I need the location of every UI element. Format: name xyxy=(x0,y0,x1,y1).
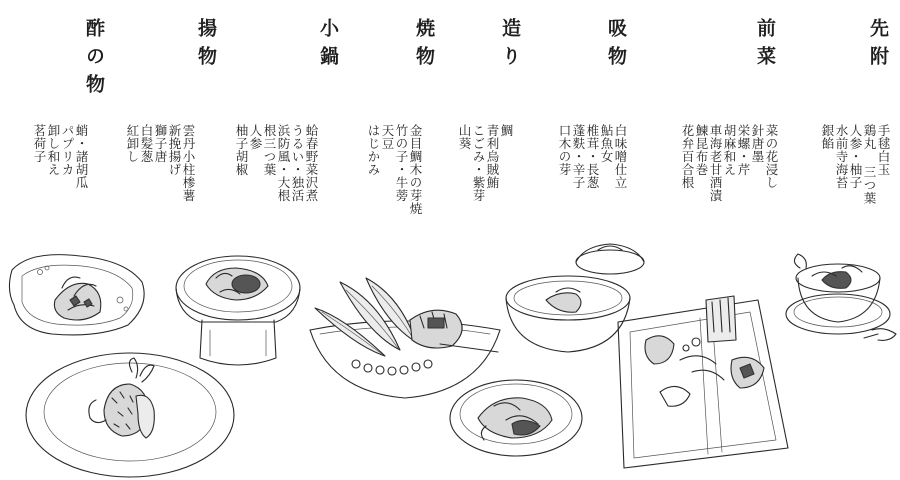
agemono-round-plate-illustration xyxy=(26,353,234,477)
menu-item: 卸し和え xyxy=(46,124,61,176)
menu-item: 竹の子・牛蒡 xyxy=(394,124,409,202)
zensai-square-plate-illustration xyxy=(618,296,788,468)
menu-item: こごみ・紫芽 xyxy=(471,124,486,202)
menu-item: うるい・独活 xyxy=(290,124,305,202)
menu-item: 針唐墨 xyxy=(750,124,765,163)
menu-item: 鰊昆布巻 xyxy=(694,124,709,176)
tsukuri-bowl-illustration xyxy=(450,380,582,456)
menu-item: 菜の花浸し xyxy=(764,124,779,189)
menu-item: 獅子唐 xyxy=(153,124,168,163)
menu-item: 口木の芽 xyxy=(557,124,572,176)
menu-item: 人参 xyxy=(248,124,263,150)
menu-item: 手毬白玉 xyxy=(876,124,891,176)
menu-item: 胡麻和え xyxy=(722,124,737,176)
menu-item: 蛤春野菜沢煮 xyxy=(304,124,319,202)
course-title-zensai: 前菜 xyxy=(754,18,776,74)
menu-item: 人参・柚子 xyxy=(848,124,863,189)
sunomono-leaf-plate-illustration xyxy=(9,255,144,335)
menu-item: 天豆 xyxy=(380,124,395,150)
menu-item: 新挽揚げ xyxy=(167,124,182,176)
course-title-yakimono: 焼物 xyxy=(413,18,435,74)
menu-item: 蓬麩・辛子 xyxy=(571,124,586,189)
menu-item: 金目鯛木の芽焼 xyxy=(408,124,423,215)
course-title-sakizuke: 先附 xyxy=(867,18,889,74)
menu-item: 根三つ葉 xyxy=(262,124,277,176)
menu-item: パプリカ xyxy=(60,124,75,176)
menu-item: 鯛 xyxy=(499,124,514,137)
menu-item: 鮎魚女 xyxy=(599,124,614,163)
menu-item: 車海老甘酒漬 xyxy=(708,124,723,202)
yakimono-bowl-illustration xyxy=(310,278,500,398)
menu-item: 銀餡 xyxy=(820,124,835,150)
menu-item: 柚子胡椒 xyxy=(234,124,249,176)
menu-item: 花弁百合根 xyxy=(680,124,695,189)
menu-item: 紅卸し xyxy=(125,124,140,163)
menu-item: 鶏丸 三つ葉 xyxy=(862,124,877,205)
course-title-sunomono: 酢の物 xyxy=(83,18,105,102)
menu-item: 青利烏賊鮪 xyxy=(485,124,500,189)
menu-item: 浜防風・大根 xyxy=(276,124,291,202)
menu-item: 雲丹小柱椮薯 xyxy=(181,124,196,202)
menu-item: 白髪葱 xyxy=(139,124,154,163)
menu-item: 白味噌仕立 xyxy=(613,124,628,189)
menu-item: 蛸・諸胡瓜 xyxy=(74,124,89,189)
menu-item: 茗荷子 xyxy=(32,124,47,163)
course-title-tsukuri: 造り xyxy=(499,18,521,74)
menu-item: 水前寺海苔 xyxy=(834,124,849,189)
course-title-agemono: 揚物 xyxy=(195,18,217,74)
menu-item: 椎茸・長葱 xyxy=(585,124,600,189)
menu-item: 山葵 xyxy=(457,124,472,150)
menu-item: 栄螺・芹 xyxy=(736,124,751,176)
sakizuke-cup-illustration xyxy=(786,254,896,340)
course-title-suimono: 吸物 xyxy=(605,18,627,74)
menu-item: はじかみ xyxy=(366,124,381,176)
course-title-konabe: 小鍋 xyxy=(317,18,339,74)
konabe-pot-illustration xyxy=(176,256,300,365)
suimono-lidded-bowl-illustration xyxy=(506,244,644,352)
